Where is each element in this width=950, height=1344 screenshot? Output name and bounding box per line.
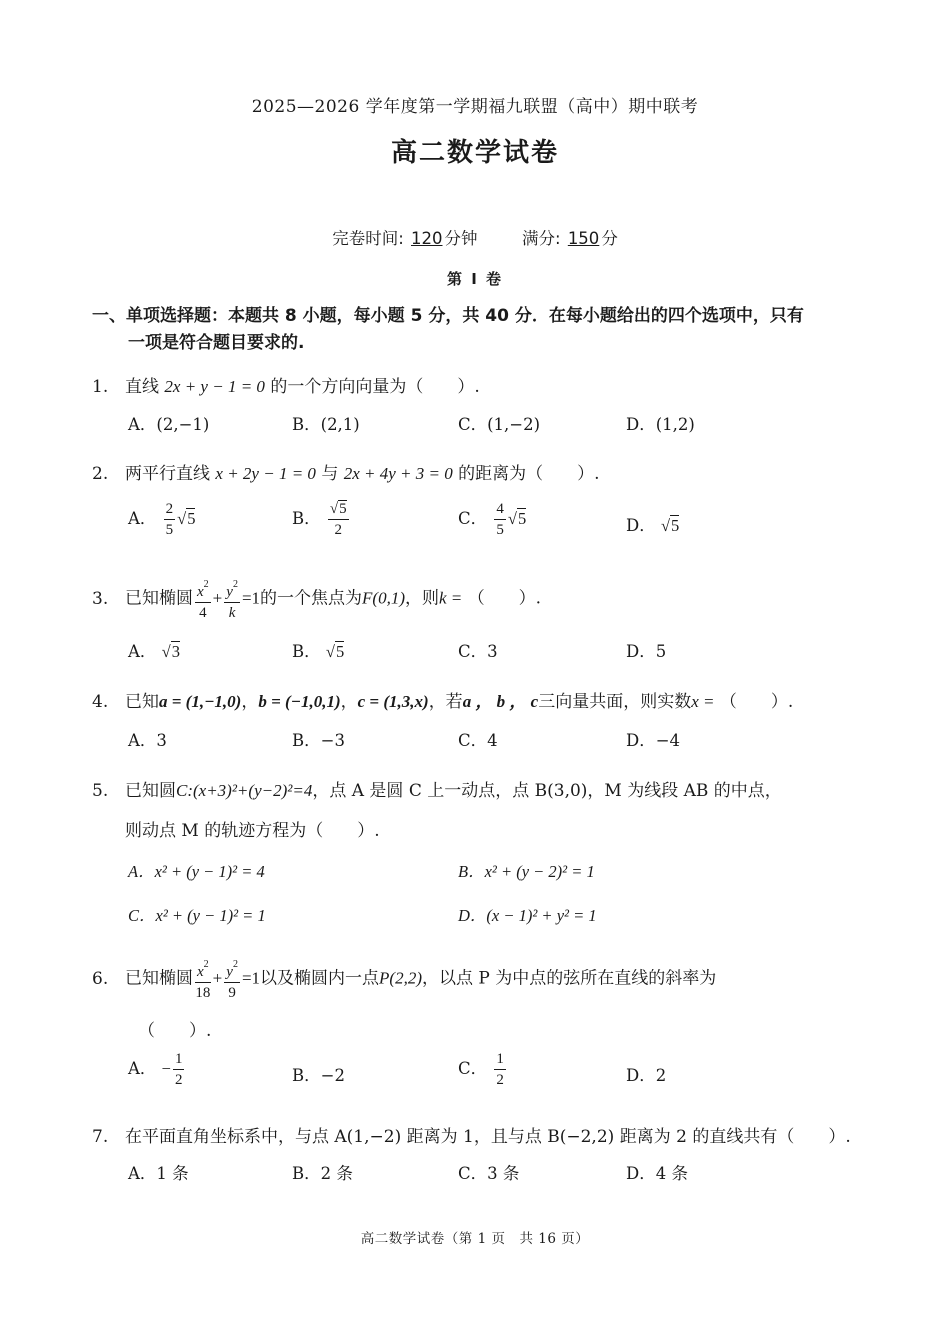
denominator: 5 <box>165 522 174 538</box>
numerator: 4 <box>494 500 506 520</box>
sqrt: √5 <box>325 642 345 661</box>
question-number: 5. <box>92 781 109 801</box>
question-text: 两平行直线 <box>125 464 210 484</box>
circle-equation: C:(x+3)²+(y−2)²=4 <box>176 781 313 800</box>
option-a <box>128 638 180 662</box>
sqrt: √5 <box>660 516 680 535</box>
question-1 <box>92 372 480 397</box>
sqrt: √5 <box>507 509 527 528</box>
option-d: D．2 <box>626 1066 667 1085</box>
option-c: C．3 <box>458 642 498 661</box>
question-2 <box>92 459 600 484</box>
option-b: B．2 条 <box>292 1164 353 1183</box>
vectors-abc: a ， b ， c <box>462 692 539 711</box>
equation: 2x + y − 1 = 0 <box>164 377 265 396</box>
option-c: C．3 条 <box>458 1164 520 1183</box>
question-7 <box>92 1122 851 1147</box>
option-a: A．3 <box>128 731 167 750</box>
vector-a: a = (1,−1,0) <box>159 692 242 711</box>
option-a <box>128 500 195 539</box>
question-6: 6. 已知椭圆 $\frac{x^2}{18}$ + $\frac{y^2}{9}$ =1以及椭圆内一点P(2,2)，以点 P 为中点的弦所在直线的斜率为 <box>92 956 716 1002</box>
option-b <box>292 638 344 662</box>
focus-point: F(0,1) <box>362 588 405 608</box>
question-6-line2: （ ）. <box>138 1021 212 1041</box>
radicand: 5 <box>187 509 196 528</box>
question-number: 2. <box>92 464 109 484</box>
question-text: 三向量共面，则实数 <box>538 692 692 712</box>
question-text: 与 <box>321 464 339 484</box>
question-5-line2: 则动点 M 的轨迹方程为（ ）. <box>125 821 380 841</box>
fraction-y2-over-k: $\frac{y^2}{k}$ <box>224 576 240 622</box>
fraction <box>164 500 176 539</box>
question-text: ，则 <box>405 588 439 609</box>
option-label: A． <box>128 509 157 528</box>
question-text: 已知圆 <box>125 781 176 801</box>
question-number: 1. <box>92 377 109 397</box>
fraction: $\frac{1}{2}$ <box>496 1051 504 1088</box>
question-text: 已知 <box>125 692 159 712</box>
k-equals: k = <box>439 588 463 608</box>
option-d: D．−4 <box>626 731 681 750</box>
section-heading-line1: 一、单项选择题：本题共 8 小题，每小题 5 分，共 40 分．在每小题给出的四个选项中，只有 <box>92 306 804 326</box>
x-equals: x = <box>691 692 715 711</box>
option-b: B．(2,1) <box>292 415 360 434</box>
page-footer: 高二数学试卷（第 1 页 共 16 页） <box>360 1231 590 1247</box>
sqrt: √3 <box>161 642 180 661</box>
question-text: 以及椭圆内一点 <box>260 968 380 989</box>
score-value: 150 <box>567 229 600 248</box>
question-text: ，若 <box>428 692 463 712</box>
numerator: 2 <box>164 500 176 520</box>
fraction-x2-over-4: $\frac{x^2}{4}$ <box>195 576 211 622</box>
option-d: D．4 条 <box>626 1164 688 1183</box>
option-b: B．x² + (y − 2)² = 1 <box>458 862 595 881</box>
option-label: B． <box>292 642 321 661</box>
option-label: C． <box>458 1059 488 1078</box>
option-d: D．5 <box>626 642 667 661</box>
option-d: D．(1,2) <box>626 415 695 434</box>
question-text: 在平面直角坐标系中，与点 A(1,−2) 距离为 1，且与点 B(−2,2) 距离为 2 的直线共有（ ）. <box>125 1127 851 1147</box>
question-text: ，点 A 是圆 C 上一动点，点 B(3,0)，M 为线段 AB 的中点， <box>312 781 782 801</box>
option-a: A．(2,−1) <box>128 415 210 434</box>
question-number: 7. <box>92 1127 109 1147</box>
question-number: 4. <box>92 692 109 712</box>
question-text: 的一个方向向量为（ ）. <box>270 377 480 397</box>
option-d: D．(x − 1)² + y² = 1 <box>458 906 597 925</box>
option-c: C．x² + (y − 1)² = 1 <box>128 906 266 925</box>
equation-2: 2x + 4y + 3 = 0 <box>343 464 453 483</box>
question-text: 已知椭圆 <box>125 968 193 989</box>
question-5 <box>92 776 782 801</box>
question-text: 的距离为（ ）. <box>458 464 600 484</box>
option-label: D． <box>626 516 656 535</box>
option-label: B． <box>292 509 321 528</box>
denominator: 2 <box>334 522 342 538</box>
option-c <box>458 500 526 539</box>
option-b: B．−2 <box>292 1066 345 1085</box>
equation-1: x + 2y − 1 = 0 <box>215 464 316 483</box>
option-label: C． <box>458 509 488 528</box>
question-3: 3. 已知椭圆 $\frac{x^2}{4}$ + $\frac{y^2}{k}$ =1的一个焦点为F(0,1)，则k = （ ）. <box>92 576 541 622</box>
exam-subtitle: 2025—2026 学年度第一学期福九联盟（高中）期中联考 <box>251 97 699 117</box>
numerator: √5 <box>328 500 349 520</box>
score-label: 满分: <box>522 229 561 248</box>
section-heading <box>92 303 872 357</box>
fraction: $\frac{1}{2}$ <box>174 1051 183 1088</box>
denominator: 5 <box>496 522 504 538</box>
question-4: 4. 已知a = (1,−1,0)，b = (−1,0,1)，c = (1,3,x)，若a ， b ， c三向量共面，则实数x = （ ）. <box>92 692 794 712</box>
time-label: 完卷时间: <box>332 229 404 248</box>
vector-c: c = (1,3,x) <box>357 692 429 711</box>
sqrt: √5 <box>177 509 196 528</box>
radicand: 5 <box>339 501 347 517</box>
radicand: 5 <box>671 516 680 535</box>
point-p: P(2,2) <box>379 968 422 988</box>
time-unit: 分钟 <box>444 229 478 248</box>
option-d <box>626 512 679 536</box>
option-a: A．x² + (y − 1)² = 4 <box>128 862 265 881</box>
section-heading-line2: 一项是符合题目要求的. <box>128 333 305 353</box>
radicand: 3 <box>171 642 180 661</box>
radicand: 5 <box>335 642 345 661</box>
question-text: 已知椭圆 <box>125 588 193 609</box>
option-label: A． <box>128 642 157 661</box>
vector-b: b = (−1,0,1) <box>258 692 341 711</box>
answer-blank: （ ）. <box>719 692 794 712</box>
option-c: C．(1,−2) <box>458 415 541 434</box>
option-a: A． − $\frac{1}{2}$ <box>128 1051 183 1088</box>
option-c: C．4 <box>458 731 498 750</box>
option-b: B．−3 <box>292 731 345 750</box>
answer-blank: （ ）. <box>467 588 542 609</box>
question-text: 直线 <box>125 377 159 397</box>
score-unit: 分 <box>601 229 618 248</box>
question-text: ，以点 P 为中点的弦所在直线的斜率为 <box>422 968 717 989</box>
fraction <box>328 500 349 539</box>
fraction <box>494 500 506 539</box>
fraction-y2-over-9: $\frac{y^2}{9}$ <box>224 956 240 1002</box>
fraction-x2-over-18: $\frac{x^2}{18}$ <box>195 956 211 1002</box>
option-label: A． <box>128 1059 157 1078</box>
question-text: 的一个焦点为 <box>260 588 363 609</box>
page-title: 高二数学试卷 <box>390 138 559 168</box>
radicand: 5 <box>517 509 527 528</box>
option-a: A．1 条 <box>128 1164 189 1183</box>
time-value: 120 <box>411 229 443 248</box>
volume-heading: 第 I 卷 <box>446 270 504 288</box>
question-number: 3. <box>92 588 109 609</box>
option-b <box>292 500 351 539</box>
exam-info <box>0 225 950 249</box>
question-number: 6. <box>92 968 109 989</box>
option-c <box>458 1050 508 1089</box>
